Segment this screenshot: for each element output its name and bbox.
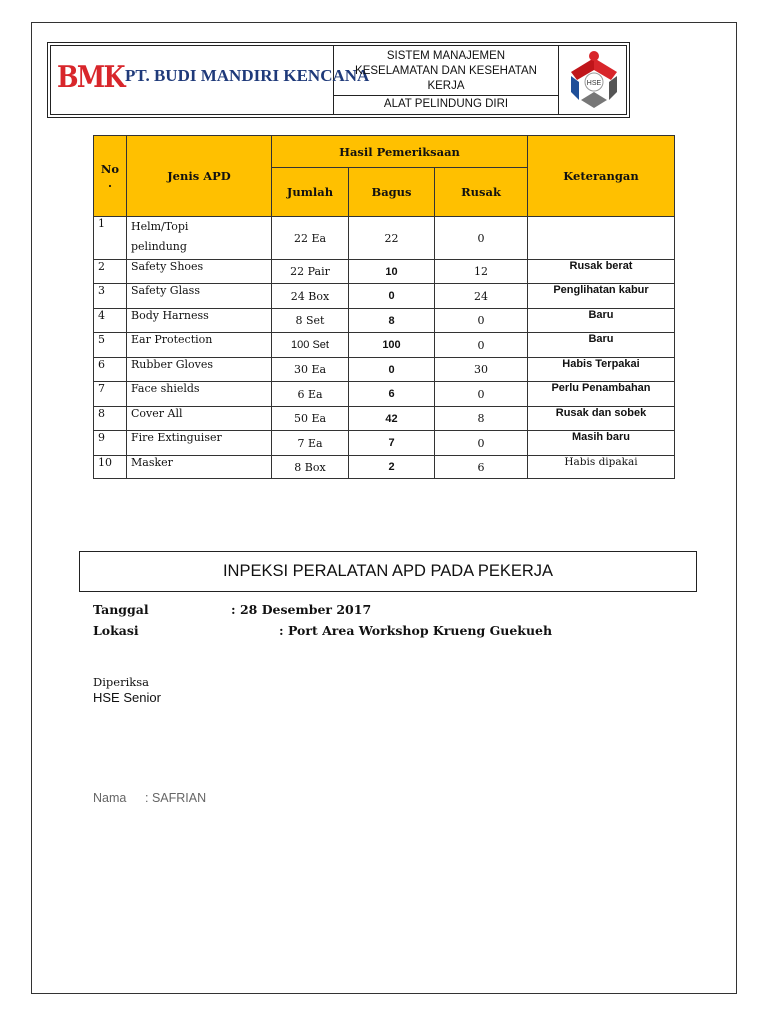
cell-keterangan: Rusak berat	[528, 260, 675, 284]
cell-bagus: 10	[349, 260, 435, 284]
col-header-keterangan: Keterangan	[528, 136, 675, 217]
cell-keterangan: Rusak dan sobek	[528, 407, 675, 431]
cell-bagus: 42	[349, 407, 435, 431]
cell-jumlah: 7 Ea	[272, 431, 349, 456]
table-row	[94, 260, 675, 284]
cell-no: 9	[94, 431, 127, 456]
tanggal-value: : 28 Desember 2017	[231, 602, 372, 617]
cell-rusak: 24	[435, 284, 528, 309]
cell-no: 6	[94, 358, 127, 382]
cell-jumlah: 100 Set	[272, 333, 349, 358]
col-header-hasil: Hasil Pemeriksaan	[272, 136, 528, 168]
document-subtitle: ALAT PELINDUNG DIRI	[383, 98, 509, 110]
nama-label: Nama	[93, 791, 127, 805]
diperiksa-label: Diperiksa	[93, 675, 149, 689]
cell-rusak: 0	[435, 431, 528, 456]
col-header-rusak: Rusak	[435, 168, 528, 217]
cell-bagus: 6	[349, 382, 435, 407]
cell-rusak: 12	[435, 260, 528, 284]
cell-no: 8	[94, 407, 127, 431]
hse-logo-icon	[559, 46, 629, 116]
cell-no: 7	[94, 382, 127, 407]
cell-jenis: Rubber Gloves	[127, 358, 272, 382]
cell-rusak: 0	[435, 382, 528, 407]
cell-rusak: 6	[435, 456, 528, 479]
cell-jenis: Masker	[127, 456, 272, 479]
cell-jenis: Body Harness	[127, 309, 272, 333]
cell-jenis: Fire Extinguiser	[127, 431, 272, 456]
lokasi-label: Lokasi	[93, 623, 139, 638]
cell-jumlah: 50 Ea	[272, 407, 349, 431]
system-line-3: KERJA	[427, 80, 465, 92]
cell-rusak: 0	[435, 333, 528, 358]
cell-no: 1	[94, 217, 127, 260]
cell-jenis-line-2: pelindung	[131, 240, 187, 253]
hse-senior-label: HSE Senior	[93, 690, 161, 705]
cell-rusak: 0	[435, 217, 528, 260]
cell-keterangan: Baru	[528, 309, 675, 333]
cell-jumlah: 6 Ea	[272, 382, 349, 407]
cell-keterangan	[528, 217, 675, 260]
cell-no: 3	[94, 284, 127, 309]
col-header-no-dot: .	[107, 176, 112, 190]
cell-jenis: Ear Protection	[127, 333, 272, 358]
cell-keterangan: Habis Terpakai	[528, 358, 675, 382]
table-row	[94, 309, 675, 333]
cell-jumlah: 24 Box	[272, 284, 349, 309]
apd-table	[93, 135, 675, 479]
hse-logo-cell	[558, 46, 630, 114]
company-name: PT. BUDI MANDIRI KENCANA	[125, 66, 370, 85]
nama-value: : SAFRIAN	[145, 791, 207, 805]
col-header-bagus: Bagus	[349, 168, 435, 217]
cell-no: 4	[94, 309, 127, 333]
company-cell	[51, 46, 370, 114]
table-row	[94, 456, 675, 479]
col-header-no	[94, 136, 127, 217]
cell-keterangan: Perlu Penambahan	[528, 382, 675, 407]
cell-bagus: 7	[349, 431, 435, 456]
cell-keterangan: Baru	[528, 333, 675, 358]
cell-jumlah: 8 Set	[272, 309, 349, 333]
table-row	[94, 333, 675, 358]
cell-no: 10	[94, 456, 127, 479]
table-row	[94, 358, 675, 382]
cell-bagus: 0	[349, 284, 435, 309]
cell-jenis: Safety Shoes	[127, 260, 272, 284]
cell-jenis: Face shields	[127, 382, 272, 407]
system-line-2: KESELAMATAN DAN KESEHATAN	[355, 65, 537, 77]
cell-jenis: Safety Glass	[127, 284, 272, 309]
table-header-row	[94, 136, 675, 168]
table-row	[94, 284, 675, 309]
cell-keterangan: Habis dipakai	[528, 456, 675, 479]
col-header-no-text: No	[100, 162, 120, 176]
system-cell	[334, 46, 558, 114]
cell-jenis: Cover All	[127, 407, 272, 431]
cell-bagus: 8	[349, 309, 435, 333]
cell-jumlah: 22 Pair	[272, 260, 349, 284]
system-title	[334, 46, 558, 96]
col-header-jumlah: Jumlah	[272, 168, 349, 217]
tanggal-label: Tanggal	[93, 602, 149, 617]
cell-bagus: 0	[349, 358, 435, 382]
cell-bagus: 22	[349, 217, 435, 260]
document-header	[47, 42, 630, 118]
lokasi-value: : Port Area Workshop Krueng Guekueh	[279, 623, 553, 638]
table-row	[94, 382, 675, 407]
cell-bagus: 100	[349, 333, 435, 358]
system-line-1: SISTEM MANAJEMEN	[386, 50, 506, 62]
col-header-jenis: Jenis APD	[127, 136, 272, 217]
cell-jumlah: 30 Ea	[272, 358, 349, 382]
cell-keterangan: Masih baru	[528, 431, 675, 456]
cell-jumlah: 22 Ea	[272, 217, 349, 260]
cell-no: 5	[94, 333, 127, 358]
cell-jenis	[127, 217, 272, 260]
cell-jumlah: 8 Box	[272, 456, 349, 479]
header-inner-frame	[50, 45, 627, 115]
inspection-title: INPEKSI PERALATAN APD PADA PEKERJA	[79, 551, 697, 592]
hse-logo-label: HSE	[586, 80, 602, 87]
cell-rusak: 30	[435, 358, 528, 382]
table-row	[94, 217, 675, 260]
table-row	[94, 407, 675, 431]
bmk-logo: BMK	[57, 60, 124, 95]
cell-bagus: 2	[349, 456, 435, 479]
cell-keterangan: Penglihatan kabur	[528, 284, 675, 309]
cell-rusak: 8	[435, 407, 528, 431]
table-row	[94, 431, 675, 456]
cell-no: 2	[94, 260, 127, 284]
cell-jenis-line-1: Helm/Topi	[131, 220, 189, 233]
cell-rusak: 0	[435, 309, 528, 333]
